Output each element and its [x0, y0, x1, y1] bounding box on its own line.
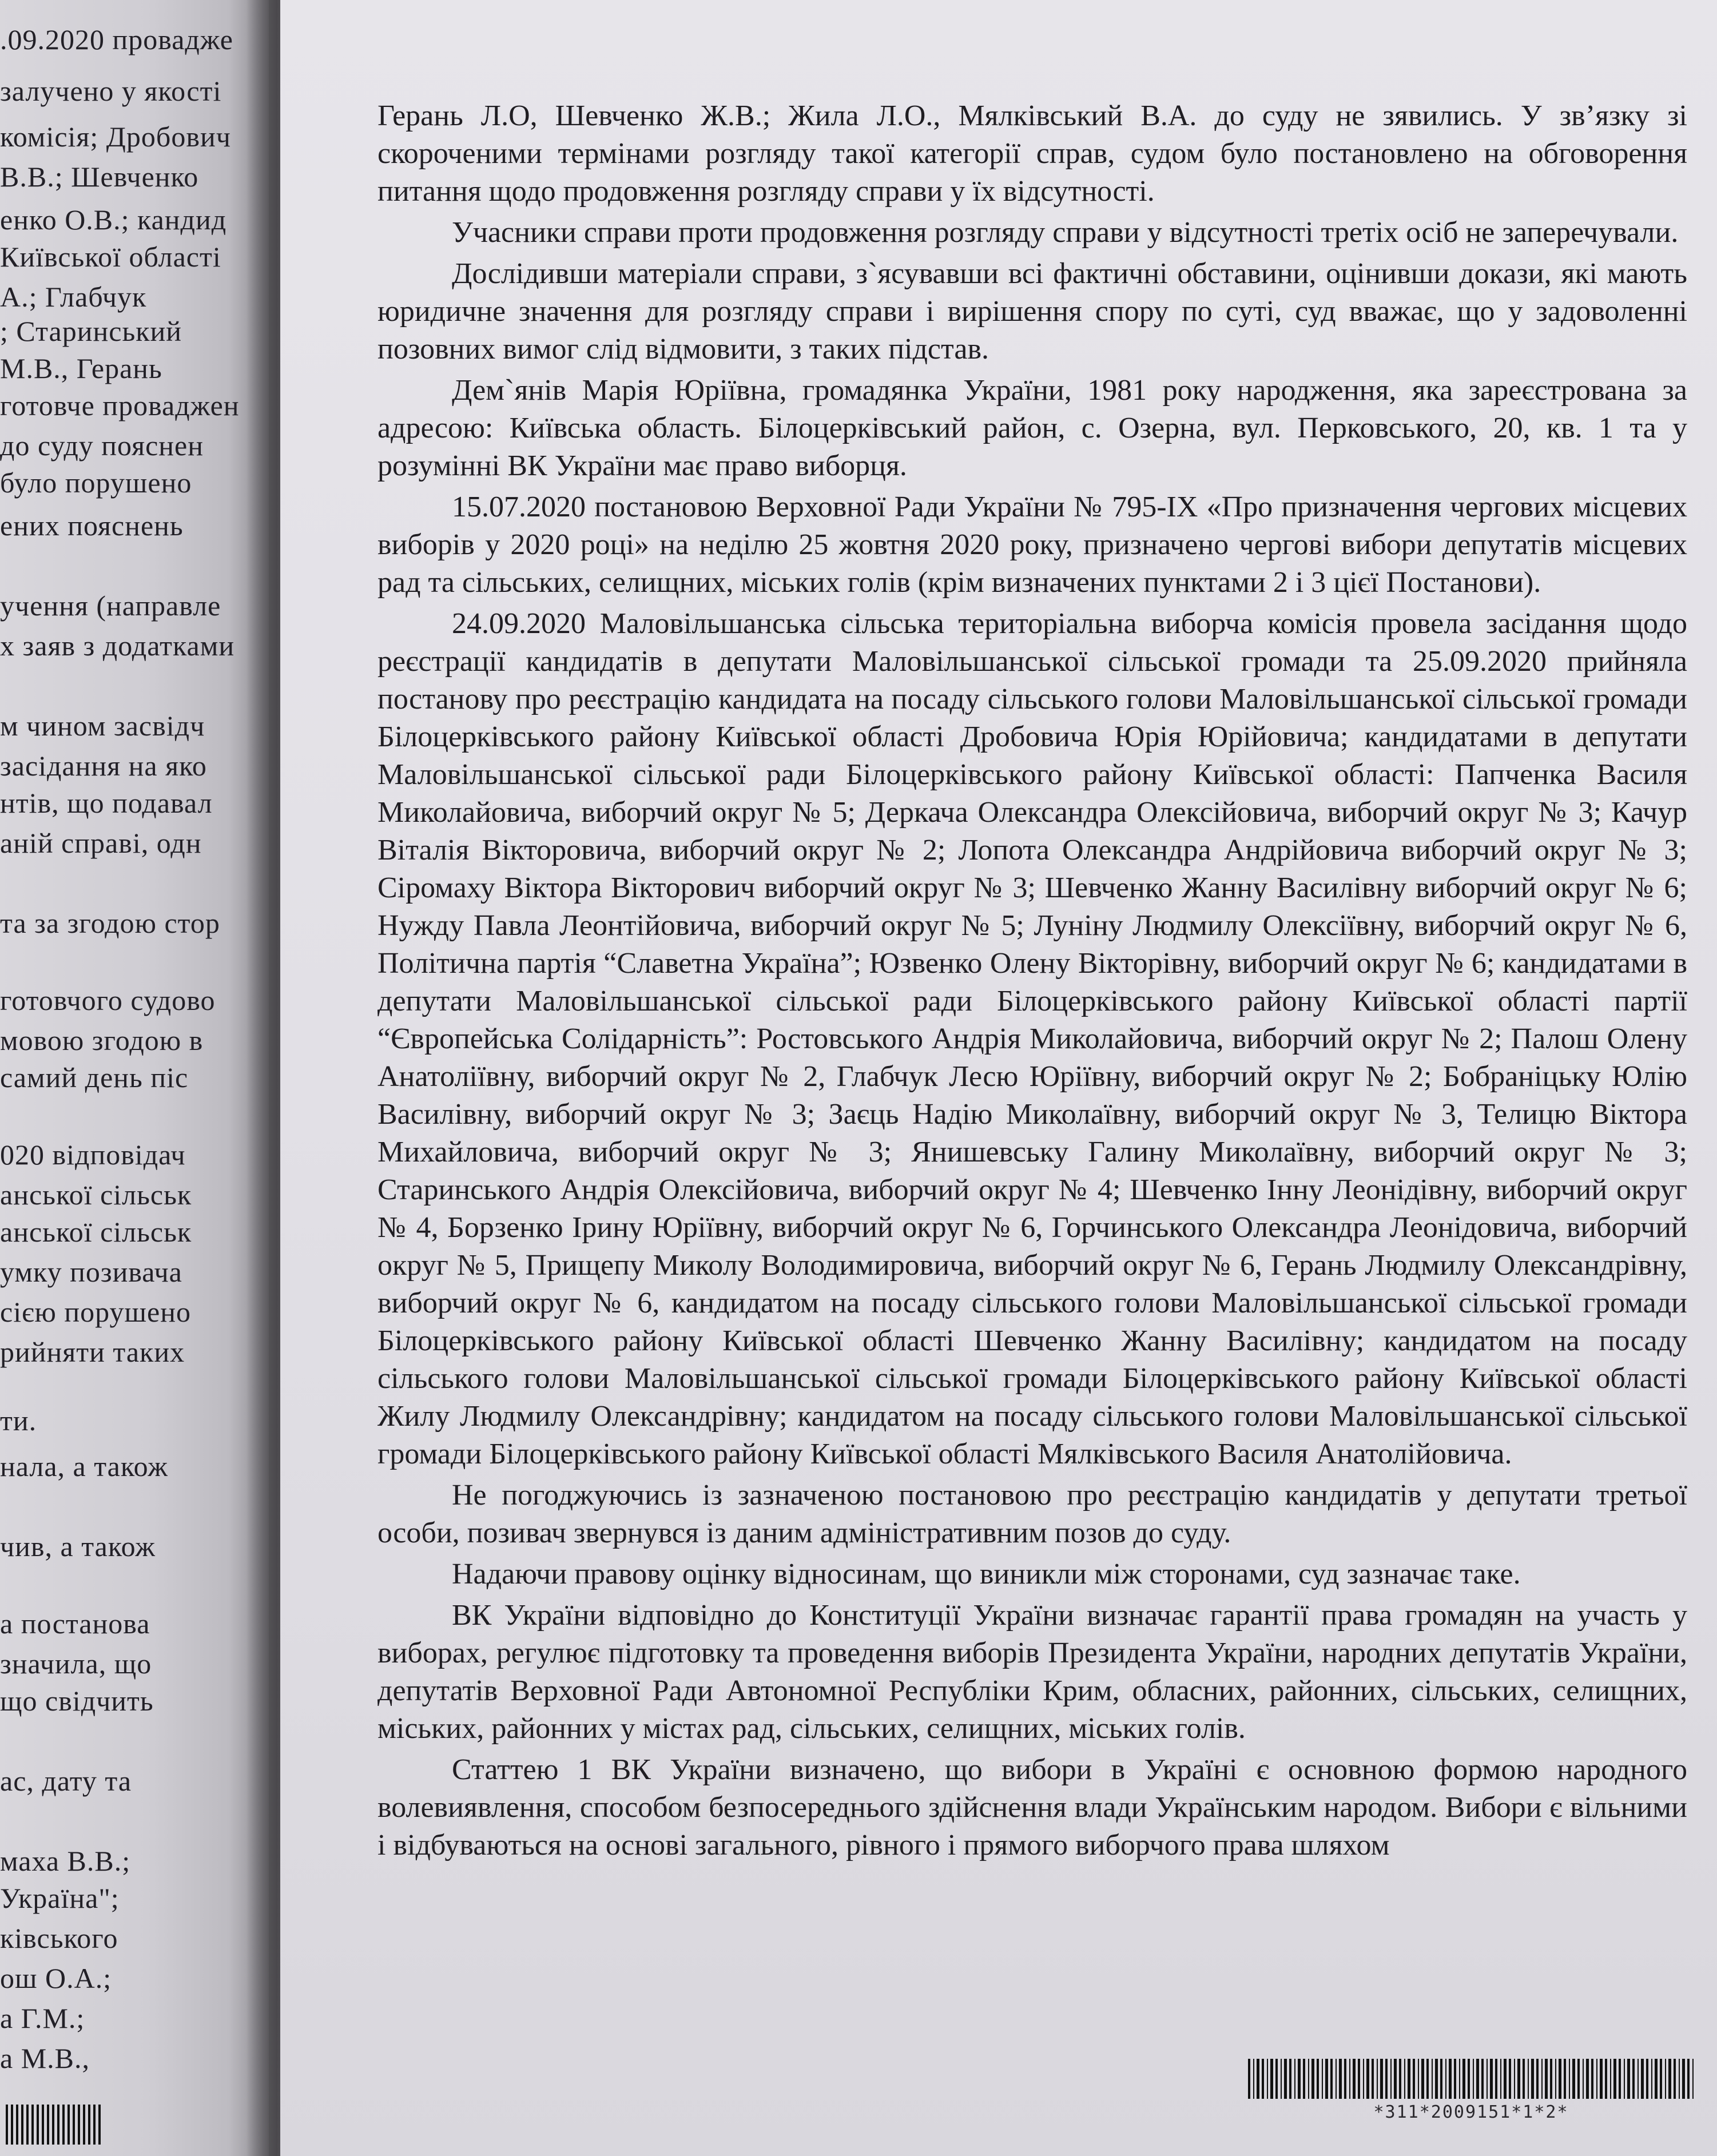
left-text-line: А.; Глабчук	[0, 281, 147, 313]
barcode-bars	[1248, 2059, 1694, 2099]
left-text-line: учення (направле	[0, 590, 221, 622]
paragraph: Надаючи правову оцінку відносинам, що виникли між сторонами, суд зазначає таке.	[452, 1558, 1521, 1590]
left-text-line: комісія; Дробович	[0, 121, 231, 153]
left-text-line: було порушено	[0, 467, 192, 499]
left-text-line: готовчого судово	[0, 984, 216, 1016]
left-text-line: що свідчить	[0, 1685, 154, 1717]
left-text-line: мовою згодою в	[0, 1024, 204, 1056]
left-text-line: до суду пояснен	[0, 429, 204, 462]
left-text-line: анської сільськ	[0, 1216, 192, 1248]
left-text-line: залучено у якості	[0, 75, 222, 107]
left-text-line: ківського	[0, 1922, 118, 1954]
paragraph: Герань Л.О, Шевченко Ж.В.; Жила Л.О., Мялківський В.А. до суду не зявились. У зв’язку зі скороченими термінами розгляду такої категорії справ, судом було постановлено на обговорення питання щодо продовження розгляду справи у їх відсутності.	[377, 100, 1687, 208]
left-text-line: нала, а також	[0, 1450, 168, 1482]
left-text-line: а постанова	[0, 1608, 150, 1640]
left-barcode-fragment	[6, 2105, 103, 2145]
paragraph: Учасники справи проти продовження розгляду справи у відсутності третіх осіб не заперечували.	[452, 216, 1679, 249]
left-text-line: М.В., Герань	[0, 352, 162, 384]
left-text-line: ; Старинський	[0, 315, 182, 347]
left-text-line: Україна";	[0, 1882, 120, 1914]
left-text-line: анської сільськ	[0, 1179, 192, 1211]
left-text-line: 020 відповідач	[0, 1139, 186, 1171]
paragraph: Дем`янів Марія Юріївна, громадянка України, 1981 року народження, яка зареєстрована за адресою: Київська область. Білоцерківський район, с. Озерна, вул. Перковського, 20, кв. 1 та у розумінні ВК України має право виборця.	[377, 374, 1687, 482]
left-text-line: засідання на яко	[0, 750, 207, 782]
left-text-line: аній справі, одн	[0, 827, 202, 859]
paragraph: 15.07.2020 постановою Верховної Ради України № 795-IX «Про призначення чергових місцевих виборів у 2020 році» на неділю 25 жовтня 2020 року, призначено чергові вибори депутатів місцевих рад та сільських, селищних, міських голів (крім визначених пунктами 2 і 3 цієї Постанови).	[377, 491, 1687, 599]
paragraph: ВК України відповідно до Конституції України визначає гарантії права громадян на участь у виборах, регулює підготовку та проведення виборів Президента України, народних депутатів України, депутатів Верховної Ради Автономної Республіки Крим, обласних, районних, сільських, селищних, міських, районних у містах рад, сільських, селищних, міських голів.	[377, 1599, 1687, 1745]
left-text-line: Київської області	[0, 241, 221, 273]
left-page-fragment	[0, 0, 269, 2156]
left-text-line: ош О.А.;	[0, 1962, 112, 1994]
left-text-line: .09.2020 провадже	[0, 23, 233, 55]
paragraph: 24.09.2020 Маловільшанська сільська територіальна виборча комісія провела засідання щодо реєстрації кандидатів в депутати Маловільшанської сільської громади та 25.09.2020 прийняла постанову про реєстрацію кандидата на посаду сільського голови Маловільшанської сільської громади Білоцерківського району Київської області Дробовича Юрія Юрійовича; кандидатами в депутати Маловільшанської сільської ради Білоцерківського району Київської області: Папченка Василя Миколайовича, виборчий округ № 5; Деркача Олександра Олексійовича, виборчий округ № 3; Качур Віталія Вікторовича, виборчий округ № 2; Лопота Олександра Андрійовича виборчий округ № 3; Сіромаху Віктора Вікторович виборчий округ № 3; Шевченко Жанну Василівну виборчий округ № 6; Нужду Павла Леонтійовича, виборчий округ № 5; Луніну Людмилу Олексіївну, виборчий округ № 6, Політична партія “Славетна Україна”; Юзвенко Олену Вікторівну, виборчий округ № 6; кандидатами в депутати Маловільшанської сільської ради Білоцерківського району Київської області партії “Європейська Солідарність”: Ростовського Андрія Миколайовича, виборчий округ № 2; Палош Олену Анатоліївну, виборчий округ № 2, Глабчук Лесю Юріївну, виборчий округ № 2; Бобраніцьку Юлію Василівну, виборчий округ № 3; Заєць Надію Миколаївну, виборчий округ № 3, Телицю Віктора Михайловича, виборчий округ № 3; Янишевську Галину Миколаївну, виборчий округ № 3; Старинського Андрія Олексійовича, виборчий округ № 4; Шевченко Інну Леонідівну, виборчий округ № 4, Борзенко Ірину Юріївну, виборчий округ № 6, Горчинського Олександра Леонідовича, виборчий округ № 5, Прищепу Миколу Володимировича, виборчий округ № 6, Герань Людмилу Олександрівну, виборчий округ № 6, кандидатом на посаду сільського голови Маловільшанської сільської громади Білоцерківського району Київської області Шевченко Жанну Василівну; кандидатом на посаду сільського голови Маловільшанської сільської громади Білоцерківського району Київської області Жилу Людмилу Олександрівну; кандидатом на посаду сільського голови Маловільшанської сільської громади Білоцерківського району Київської області Мялківського Василя Анатолійовича.	[377, 607, 1687, 1470]
left-text-line: та за згодою стор	[0, 907, 220, 939]
left-text-line: нтів, що подавал	[0, 787, 213, 819]
left-text-line: В.В.; Шевченко	[0, 161, 199, 193]
left-text-line: значила, що	[0, 1648, 152, 1680]
left-text-line: самий день піс	[0, 1061, 189, 1093]
left-text-line: енко О.В.; кандид	[0, 204, 227, 236]
left-text-line: чив, а також	[0, 1530, 156, 1562]
left-text-line: а М.В.,	[0, 2042, 90, 2074]
left-text-line: готовче проваджен	[0, 389, 240, 421]
left-text-line: умку позивача	[0, 1256, 182, 1288]
left-text-line: маха В.В.;	[0, 1845, 131, 1877]
left-text-line: ти.	[0, 1405, 37, 1437]
left-text-line: рийняти таких	[0, 1336, 185, 1368]
paragraph: Дослідивши матеріали справи, з`ясувавши всі фактичні обставини, оцінивши докази, які мають юридичне значення для розгляду справи і вирішення спору по суті, суд вважає, що у задоволенні позовних вимог слід відмовити, з таких підстав.	[377, 257, 1687, 365]
barcode-number: *311*2009151*1*2*	[1373, 2102, 1569, 2122]
paragraph: Не погоджуючись із зазначеною постановою про реєстрацію кандидатів у депутати третьої особи, позивач звернувся із даним адміністративним позов до суду.	[377, 1479, 1687, 1549]
left-text-line: ас, дату та	[0, 1765, 132, 1797]
left-text-line: м чином засвідч	[0, 710, 205, 742]
left-text-line: ених пояснень	[0, 510, 184, 542]
document-barcode	[1248, 2059, 1694, 2139]
document-body	[377, 97, 1687, 1868]
left-text-line: сією порушено	[0, 1296, 191, 1328]
left-text-line: а Г.М.;	[0, 2002, 85, 2034]
left-text-line: х заяв з додатками	[0, 630, 235, 662]
paragraph: Статтею 1 ВК України визначено, що вибори в Україні є основною формою народного волевиявлення, способом безпосереднього здійснення влади Українським народом. Вибори є вільними і відбуваються на основі загального, рівного і прямого виборчого права шляхом	[377, 1753, 1687, 1861]
